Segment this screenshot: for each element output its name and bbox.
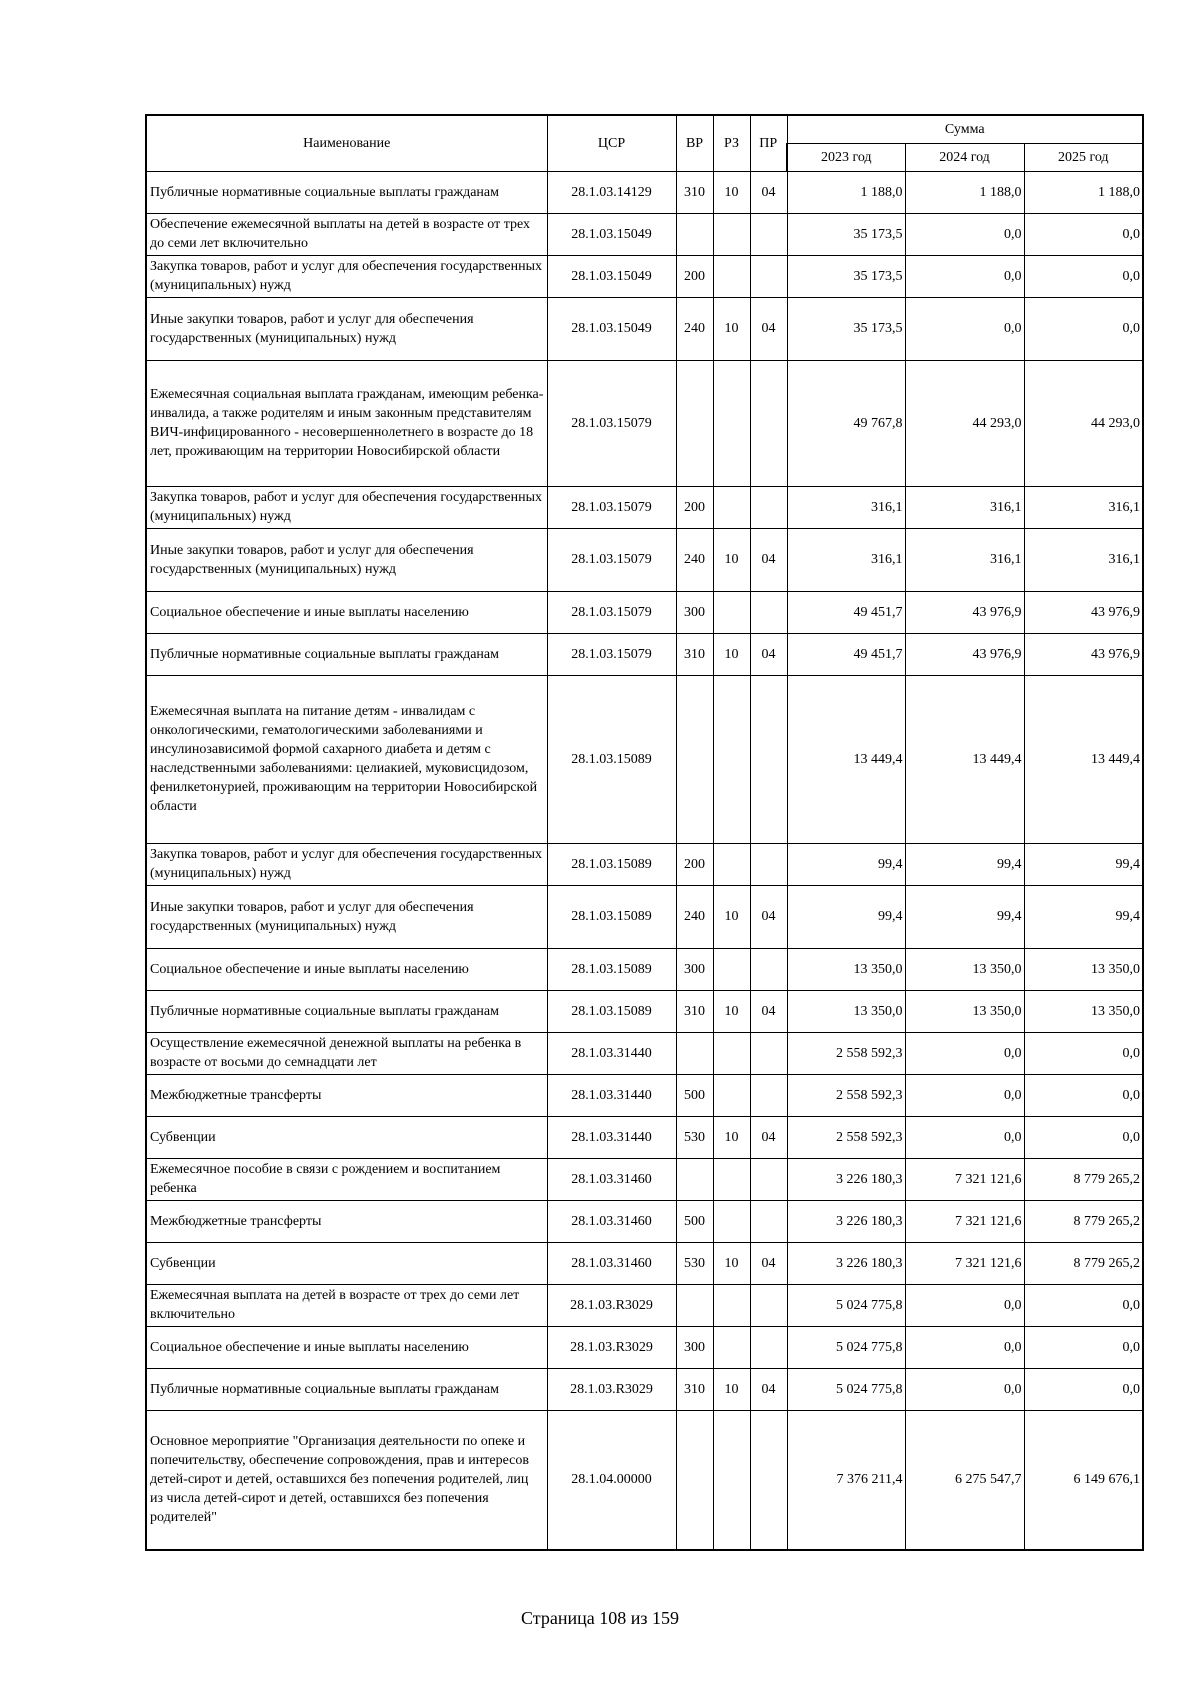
row-csr: 28.1.03.15079	[547, 486, 676, 528]
row-vr	[676, 1158, 713, 1200]
row-amount-2024: 43 976,9	[905, 633, 1024, 675]
row-name: Осуществление ежемесячной денежной выплаты на ребенка в возрасте от восьми до семнадцати лет	[146, 1032, 547, 1074]
row-amount-2024: 0,0	[905, 1032, 1024, 1074]
row-amount-2025: 316,1	[1024, 486, 1143, 528]
row-amount-2023: 3 226 180,3	[787, 1200, 905, 1242]
row-pr: 04	[750, 528, 787, 591]
row-pr	[750, 1032, 787, 1074]
row-amount-2023: 316,1	[787, 486, 905, 528]
row-rz	[713, 1326, 750, 1368]
row-pr	[750, 255, 787, 297]
row-csr: 28.1.03.31460	[547, 1200, 676, 1242]
row-name: Ежемесячная выплата на детей в возрасте от трех до семи лет включительно	[146, 1284, 547, 1326]
row-csr: 28.1.03.14129	[547, 171, 676, 213]
row-rz	[713, 675, 750, 843]
row-rz	[713, 1158, 750, 1200]
row-rz: 10	[713, 633, 750, 675]
row-pr: 04	[750, 171, 787, 213]
row-amount-2023: 99,4	[787, 843, 905, 885]
row-vr	[676, 213, 713, 255]
table-row	[146, 633, 1143, 675]
row-amount-2025: 8 779 265,2	[1024, 1158, 1143, 1200]
row-rz: 10	[713, 1116, 750, 1158]
row-amount-2024: 0,0	[905, 213, 1024, 255]
header-year-2024: 2024 год	[905, 143, 1024, 171]
row-amount-2023: 13 350,0	[787, 990, 905, 1032]
row-pr	[750, 1074, 787, 1116]
row-csr: 28.1.03.15089	[547, 990, 676, 1032]
row-amount-2024: 1 188,0	[905, 171, 1024, 213]
row-vr: 530	[676, 1116, 713, 1158]
row-amount-2024: 13 350,0	[905, 948, 1024, 990]
row-rz	[713, 486, 750, 528]
row-vr: 310	[676, 990, 713, 1032]
row-vr: 310	[676, 633, 713, 675]
row-pr: 04	[750, 1242, 787, 1284]
row-amount-2024: 0,0	[905, 1074, 1024, 1116]
row-amount-2025: 0,0	[1024, 1074, 1143, 1116]
row-amount-2023: 35 173,5	[787, 255, 905, 297]
row-amount-2023: 35 173,5	[787, 297, 905, 360]
table-row	[146, 1158, 1143, 1200]
row-pr: 04	[750, 1368, 787, 1410]
table-row	[146, 1074, 1143, 1116]
table-row	[146, 297, 1143, 360]
row-pr	[750, 1158, 787, 1200]
table-row	[146, 885, 1143, 948]
budget-table	[145, 114, 1144, 1551]
table-row	[146, 528, 1143, 591]
page-number: Страница 108 из 159	[521, 1608, 679, 1628]
row-csr: 28.1.03.15089	[547, 843, 676, 885]
row-amount-2024: 13 350,0	[905, 990, 1024, 1032]
row-vr: 240	[676, 297, 713, 360]
row-csr: 28.1.03.31440	[547, 1074, 676, 1116]
row-pr: 04	[750, 990, 787, 1032]
row-amount-2025: 0,0	[1024, 1368, 1143, 1410]
header-name: Наименование	[146, 115, 547, 171]
table-row	[146, 1368, 1143, 1410]
row-amount-2024: 99,4	[905, 885, 1024, 948]
row-vr	[676, 1284, 713, 1326]
row-amount-2023: 316,1	[787, 528, 905, 591]
row-amount-2025: 13 350,0	[1024, 948, 1143, 990]
row-amount-2025: 6 149 676,1	[1024, 1410, 1143, 1550]
row-csr: 28.1.03.R3029	[547, 1368, 676, 1410]
row-vr: 240	[676, 528, 713, 591]
table-row	[146, 1326, 1143, 1368]
row-amount-2024: 316,1	[905, 528, 1024, 591]
row-pr	[750, 213, 787, 255]
row-vr: 300	[676, 591, 713, 633]
row-rz	[713, 1074, 750, 1116]
row-rz	[713, 255, 750, 297]
row-amount-2024: 0,0	[905, 255, 1024, 297]
row-name: Публичные нормативные социальные выплаты гражданам	[146, 633, 547, 675]
header-year-2023: 2023 год	[787, 143, 905, 171]
row-rz	[713, 360, 750, 486]
row-amount-2025: 43 976,9	[1024, 633, 1143, 675]
row-pr	[750, 360, 787, 486]
row-vr	[676, 675, 713, 843]
row-name: Межбюджетные трансферты	[146, 1200, 547, 1242]
row-vr: 200	[676, 255, 713, 297]
row-csr: 28.1.03.15089	[547, 948, 676, 990]
row-rz	[713, 843, 750, 885]
row-amount-2025: 0,0	[1024, 255, 1143, 297]
row-name: Субвенции	[146, 1116, 547, 1158]
table-row	[146, 360, 1143, 486]
row-pr	[750, 1200, 787, 1242]
row-csr: 28.1.03.R3029	[547, 1284, 676, 1326]
table-row	[146, 1284, 1143, 1326]
row-amount-2024: 7 321 121,6	[905, 1242, 1024, 1284]
row-csr: 28.1.03.R3029	[547, 1326, 676, 1368]
row-pr	[750, 843, 787, 885]
table-row	[146, 591, 1143, 633]
row-name: Межбюджетные трансферты	[146, 1074, 547, 1116]
row-amount-2023: 2 558 592,3	[787, 1074, 905, 1116]
row-vr	[676, 360, 713, 486]
row-amount-2023: 13 449,4	[787, 675, 905, 843]
table-row	[146, 486, 1143, 528]
row-rz	[713, 1410, 750, 1550]
row-vr: 530	[676, 1242, 713, 1284]
header-sum: Сумма	[787, 115, 1143, 143]
row-pr: 04	[750, 1116, 787, 1158]
row-amount-2023: 49 451,7	[787, 633, 905, 675]
row-rz: 10	[713, 1242, 750, 1284]
row-amount-2023: 5 024 775,8	[787, 1326, 905, 1368]
table-row	[146, 1116, 1143, 1158]
row-amount-2023: 13 350,0	[787, 948, 905, 990]
row-rz: 10	[713, 171, 750, 213]
row-amount-2023: 5 024 775,8	[787, 1368, 905, 1410]
row-csr: 28.1.03.15089	[547, 675, 676, 843]
row-amount-2025: 0,0	[1024, 1032, 1143, 1074]
row-name: Закупка товаров, работ и услуг для обеспечения государственных (муниципальных) нужд	[146, 486, 547, 528]
row-amount-2024: 43 976,9	[905, 591, 1024, 633]
row-csr: 28.1.03.15079	[547, 591, 676, 633]
row-rz: 10	[713, 990, 750, 1032]
row-name: Ежемесячное пособие в связи с рождением и воспитанием ребенка	[146, 1158, 547, 1200]
row-amount-2024: 13 449,4	[905, 675, 1024, 843]
row-name: Субвенции	[146, 1242, 547, 1284]
row-amount-2024: 6 275 547,7	[905, 1410, 1024, 1550]
row-amount-2024: 316,1	[905, 486, 1024, 528]
row-amount-2025: 13 350,0	[1024, 990, 1143, 1032]
header-rz: РЗ	[713, 115, 750, 171]
row-amount-2023: 2 558 592,3	[787, 1116, 905, 1158]
row-rz	[713, 213, 750, 255]
row-amount-2025: 8 779 265,2	[1024, 1200, 1143, 1242]
row-name: Социальное обеспечение и иные выплаты населению	[146, 591, 547, 633]
row-amount-2023: 49 767,8	[787, 360, 905, 486]
row-amount-2023: 1 188,0	[787, 171, 905, 213]
row-pr	[750, 1326, 787, 1368]
row-name: Ежемесячная социальная выплата гражданам, имеющим ребенка-инвалида, а также родителям и иным законным представителям ВИЧ-инфицированного - несовершеннолетнего в возрасте до 18 лет, проживающим на территории Новосибирской области	[146, 360, 547, 486]
row-amount-2025: 99,4	[1024, 843, 1143, 885]
table-row	[146, 843, 1143, 885]
row-name: Закупка товаров, работ и услуг для обеспечения государственных (муниципальных) нужд	[146, 255, 547, 297]
row-amount-2025: 0,0	[1024, 1326, 1143, 1368]
row-amount-2025: 0,0	[1024, 1116, 1143, 1158]
row-amount-2023: 5 024 775,8	[787, 1284, 905, 1326]
row-vr	[676, 1032, 713, 1074]
row-amount-2023: 35 173,5	[787, 213, 905, 255]
header-pr: ПР	[750, 115, 787, 171]
row-csr: 28.1.03.31460	[547, 1242, 676, 1284]
row-amount-2025: 8 779 265,2	[1024, 1242, 1143, 1284]
header-year-2025: 2025 год	[1024, 143, 1143, 171]
table-row	[146, 1200, 1143, 1242]
row-name: Публичные нормативные социальные выплаты гражданам	[146, 171, 547, 213]
row-csr: 28.1.03.31440	[547, 1116, 676, 1158]
row-amount-2025: 43 976,9	[1024, 591, 1143, 633]
row-name: Иные закупки товаров, работ и услуг для обеспечения государственных (муниципальных) нужд	[146, 528, 547, 591]
row-rz	[713, 1200, 750, 1242]
table-row	[146, 255, 1143, 297]
row-pr	[750, 1410, 787, 1550]
row-amount-2025: 44 293,0	[1024, 360, 1143, 486]
row-csr: 28.1.03.15049	[547, 213, 676, 255]
row-rz	[713, 1032, 750, 1074]
row-amount-2025: 0,0	[1024, 1284, 1143, 1326]
row-name: Публичные нормативные социальные выплаты гражданам	[146, 990, 547, 1032]
row-csr: 28.1.03.15079	[547, 360, 676, 486]
row-name: Ежемесячная выплата на питание детям - инвалидам с онкологическими, гематологическими заболеваниями и инсулинозависимой формой сахарного диабета и детям с наследственными заболеваниями: целиакией, муковисцидозом, фенилкетонурией, проживающим на территории Новосибирской области	[146, 675, 547, 843]
table-body	[146, 171, 1143, 1550]
row-csr: 28.1.03.15089	[547, 885, 676, 948]
row-csr: 28.1.03.31440	[547, 1032, 676, 1074]
row-name: Иные закупки товаров, работ и услуг для обеспечения государственных (муниципальных) нужд	[146, 297, 547, 360]
row-csr: 28.1.03.15079	[547, 528, 676, 591]
row-csr: 28.1.03.15049	[547, 297, 676, 360]
row-csr: 28.1.03.31460	[547, 1158, 676, 1200]
row-rz	[713, 1284, 750, 1326]
row-rz: 10	[713, 297, 750, 360]
row-name: Иные закупки товаров, работ и услуг для обеспечения государственных (муниципальных) нужд	[146, 885, 547, 948]
row-pr: 04	[750, 633, 787, 675]
row-amount-2023: 49 451,7	[787, 591, 905, 633]
row-amount-2024: 99,4	[905, 843, 1024, 885]
row-name: Основное мероприятие "Организация деятельности по опеке и попечительству, обеспечение сопровождения, прав и интересов детей-сирот и детей, оставшихся без попечения родителей, лиц из числа детей-сирот и детей, оставшихся без попечения родителей"	[146, 1410, 547, 1550]
row-name: Обеспечение ежемесячной выплаты на детей в возрасте от трех до семи лет включительно	[146, 213, 547, 255]
table-row	[146, 990, 1143, 1032]
row-pr	[750, 591, 787, 633]
table-row	[146, 675, 1143, 843]
row-pr: 04	[750, 885, 787, 948]
row-vr: 310	[676, 1368, 713, 1410]
row-vr: 300	[676, 948, 713, 990]
row-pr	[750, 948, 787, 990]
table-row	[146, 171, 1143, 213]
row-amount-2023: 3 226 180,3	[787, 1242, 905, 1284]
row-amount-2023: 7 376 211,4	[787, 1410, 905, 1550]
row-csr: 28.1.04.00000	[547, 1410, 676, 1550]
row-name: Публичные нормативные социальные выплаты гражданам	[146, 1368, 547, 1410]
row-amount-2024: 0,0	[905, 1116, 1024, 1158]
row-vr: 310	[676, 171, 713, 213]
row-vr: 200	[676, 486, 713, 528]
table-row	[146, 1410, 1143, 1550]
row-pr: 04	[750, 297, 787, 360]
row-csr: 28.1.03.15049	[547, 255, 676, 297]
row-vr: 240	[676, 885, 713, 948]
row-name: Социальное обеспечение и иные выплаты населению	[146, 1326, 547, 1368]
row-vr: 500	[676, 1074, 713, 1116]
table-row	[146, 1032, 1143, 1074]
row-vr: 300	[676, 1326, 713, 1368]
row-vr: 200	[676, 843, 713, 885]
table-row	[146, 1242, 1143, 1284]
row-amount-2025: 0,0	[1024, 213, 1143, 255]
row-name: Социальное обеспечение и иные выплаты населению	[146, 948, 547, 990]
table-header	[146, 115, 1143, 171]
row-amount-2024: 0,0	[905, 1326, 1024, 1368]
header-vr: ВР	[676, 115, 713, 171]
row-pr	[750, 675, 787, 843]
row-rz: 10	[713, 528, 750, 591]
row-amount-2025: 13 449,4	[1024, 675, 1143, 843]
row-amount-2025: 1 188,0	[1024, 171, 1143, 213]
table-row	[146, 213, 1143, 255]
row-vr	[676, 1410, 713, 1550]
row-rz	[713, 948, 750, 990]
row-vr: 500	[676, 1200, 713, 1242]
row-amount-2025: 316,1	[1024, 528, 1143, 591]
row-amount-2023: 3 226 180,3	[787, 1158, 905, 1200]
row-amount-2025: 99,4	[1024, 885, 1143, 948]
row-amount-2024: 0,0	[905, 1284, 1024, 1326]
row-amount-2024: 44 293,0	[905, 360, 1024, 486]
row-rz	[713, 591, 750, 633]
row-amount-2024: 7 321 121,6	[905, 1200, 1024, 1242]
row-rz: 10	[713, 1368, 750, 1410]
row-pr	[750, 486, 787, 528]
row-amount-2025: 0,0	[1024, 297, 1143, 360]
row-amount-2024: 0,0	[905, 1368, 1024, 1410]
row-amount-2024: 7 321 121,6	[905, 1158, 1024, 1200]
row-amount-2024: 0,0	[905, 297, 1024, 360]
row-name: Закупка товаров, работ и услуг для обеспечения государственных (муниципальных) нужд	[146, 843, 547, 885]
table-row	[146, 948, 1143, 990]
row-amount-2023: 2 558 592,3	[787, 1032, 905, 1074]
row-csr: 28.1.03.15079	[547, 633, 676, 675]
row-amount-2023: 99,4	[787, 885, 905, 948]
header-csr: ЦСР	[547, 115, 676, 171]
row-rz: 10	[713, 885, 750, 948]
row-pr	[750, 1284, 787, 1326]
